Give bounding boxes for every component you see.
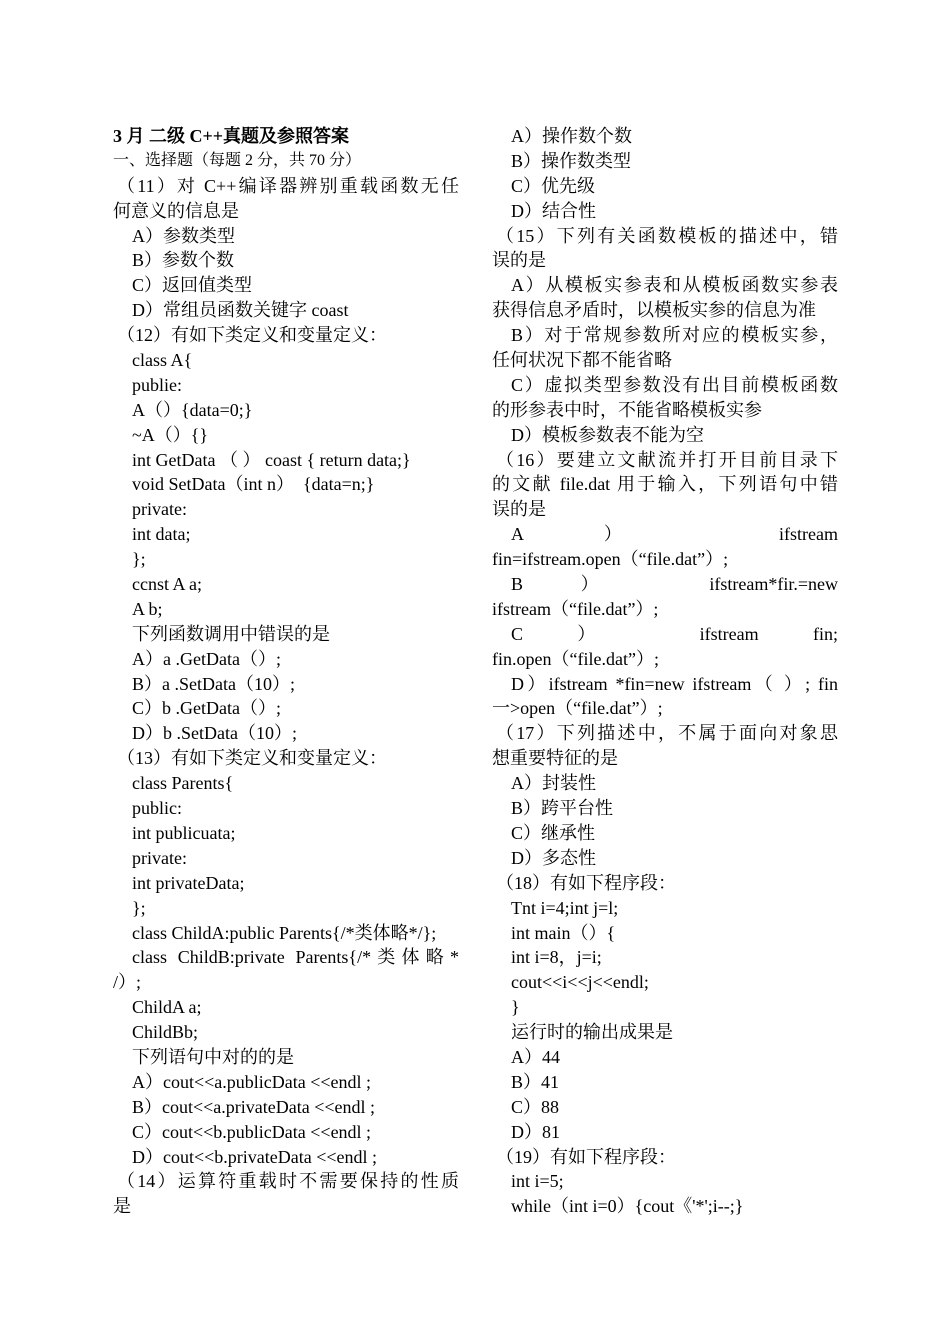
text-line: class A{: [132, 350, 193, 371]
text-line: （15）下列有关函数模板的描述中，错: [496, 225, 838, 246]
text-line: 3 月 二级 C++真题及参照答案: [113, 126, 350, 146]
text-line: int data;: [132, 524, 191, 545]
text-line: C）88: [511, 1096, 560, 1117]
text-line: ChildBb;: [132, 1022, 199, 1043]
text-line: （18）有如下程序段：: [496, 872, 676, 893]
text-line: （17）下列描述中，不属于面向对象思: [496, 723, 838, 744]
text-line: int GetData （ ） coast { return data;}: [132, 449, 411, 470]
text-line: };: [132, 549, 146, 570]
text-line: int publicuata;: [132, 822, 236, 843]
text-line: D）cout<<b.privateData <<endl ;: [132, 1146, 378, 1167]
text-line: （16）要建立文献流并打开目前目录下: [496, 449, 838, 470]
text-line: A）44: [511, 1046, 560, 1067]
text-line: 何意义的信息是: [113, 200, 239, 221]
text-line: D）81: [511, 1121, 560, 1142]
text-line: void SetData（int n） {data=n;}: [132, 474, 375, 495]
text-line: 下列函数调用中错误的是: [132, 623, 330, 644]
text-line: int i=5;: [511, 1171, 564, 1192]
text-line: Tnt i=4;int j=l;: [511, 897, 619, 918]
text-line: C）cout<<b.publicData <<endl ;: [132, 1121, 372, 1142]
text-line: B）a .SetData（10）;: [132, 673, 295, 694]
text-line: 是: [113, 1196, 131, 1217]
text-line: 的文献 file.dat 用于输入，下列语句中错: [492, 474, 838, 495]
text-line: class ChildB:private Parents{/*类体略*: [132, 947, 459, 968]
text-line: /）;: [113, 972, 142, 993]
text-line: A）参数类型: [132, 225, 235, 246]
text-line: C）返回值类型: [132, 275, 253, 296]
text-line: C）继承性: [511, 822, 596, 843]
text-line: 想重要特征的是: [492, 748, 618, 769]
text-line: A b;: [132, 598, 163, 619]
text-line: ifstream（“file.dat”）;: [492, 598, 659, 619]
text-line: A（）{data=0;}: [132, 399, 253, 420]
text-line: int privateData;: [132, 872, 245, 893]
text-line: A）操作数个数: [511, 126, 632, 146]
text-line: C）b .GetData（）;: [132, 698, 281, 719]
text-line: C）虚拟类型参数没有出目前模板函数: [511, 374, 838, 395]
text-line: ~A（）{}: [132, 424, 209, 445]
text-line: （19）有如下程序段：: [496, 1146, 676, 1167]
text-line: B）41: [511, 1071, 560, 1092]
text-line: D）结合性: [511, 200, 596, 221]
text-line: 误的是: [492, 250, 546, 271]
text-line: C）优先级: [511, 175, 596, 196]
text-line: ccnst A a;: [132, 574, 202, 595]
text-line: D）ifstream *fin=new ifstream（ ）; fin: [511, 673, 838, 694]
text-line: 运行时的输出成果是: [511, 1022, 673, 1043]
text-line: ChildA a;: [132, 997, 202, 1018]
text-line: B）cout<<a.privateData <<endl ;: [132, 1096, 376, 1117]
text-line: public:: [132, 798, 182, 819]
text-line: C ） ifstream fin;: [511, 623, 838, 644]
text-line: D）常组员函数关键字 coast: [132, 300, 349, 321]
text-line: fin=ifstream.open（“file.dat”）;: [492, 549, 729, 570]
text-line: }: [511, 997, 520, 1018]
text-line: 一、选择题（每题 2 分，共 70 分）: [113, 151, 362, 169]
text-line: （11）对 C++编译器辨别重载函数无任: [117, 175, 459, 196]
text-line: D）b .SetData（10）;: [132, 723, 297, 744]
text-line: 误的是: [492, 499, 546, 520]
text-line: int i=8，j=i;: [511, 947, 602, 968]
text-line: A）cout<<a.publicData <<endl ;: [132, 1071, 372, 1092]
text-line: private:: [132, 847, 187, 868]
text-line: while（int i=0）{cout《'*';i--;}: [511, 1196, 744, 1217]
text-line: 一>open（“file.dat”）;: [492, 698, 663, 719]
text-line: A）从模板实参表和从模板函数实参表: [511, 275, 838, 296]
text-line: D）多态性: [511, 847, 596, 868]
text-line: D）模板参数表不能为空: [511, 424, 704, 445]
text-line: B）参数个数: [132, 250, 235, 271]
text-line: 任何状况下都不能省略: [492, 350, 672, 371]
text-line: （12）有如下类定义和变量定义：: [117, 325, 387, 346]
text-line: cout<<i<<j<<endl;: [511, 972, 649, 993]
text-line: fin.open（“file.dat”）;: [492, 648, 659, 669]
text-line: A ） ifstream: [511, 524, 838, 545]
text-line: B）对于常规参数所对应的模板实参，: [511, 325, 838, 346]
text-line: class Parents{: [132, 773, 234, 794]
text-line: 下列语句中对的的是: [132, 1046, 294, 1067]
text-line: };: [132, 897, 146, 918]
text-line: 的形参表中时，不能省略模板实参: [492, 399, 762, 420]
right-column: [492, 124, 838, 1219]
text-line: publie:: [132, 374, 182, 395]
text-line: private:: [132, 499, 187, 520]
text-line: （13）有如下类定义和变量定义：: [117, 748, 387, 769]
left-column: [113, 124, 459, 1219]
text-line: 获得信息矛盾时，以模板实参的信息为准: [492, 300, 816, 321]
text-line: B ） ifstream*fir.=new: [511, 574, 838, 595]
text-line: A）封装性: [511, 773, 596, 794]
text-line: B）操作数类型: [511, 150, 632, 171]
text-line: class ChildA:public Parents{/*类体略*/};: [132, 922, 437, 943]
text-line: int main（）{: [511, 922, 616, 943]
text-line: B）跨平台性: [511, 798, 614, 819]
text-line: （14）运算符重载时不需要保持的性质: [117, 1171, 459, 1192]
text-line: A）a .GetData（）;: [132, 648, 281, 669]
